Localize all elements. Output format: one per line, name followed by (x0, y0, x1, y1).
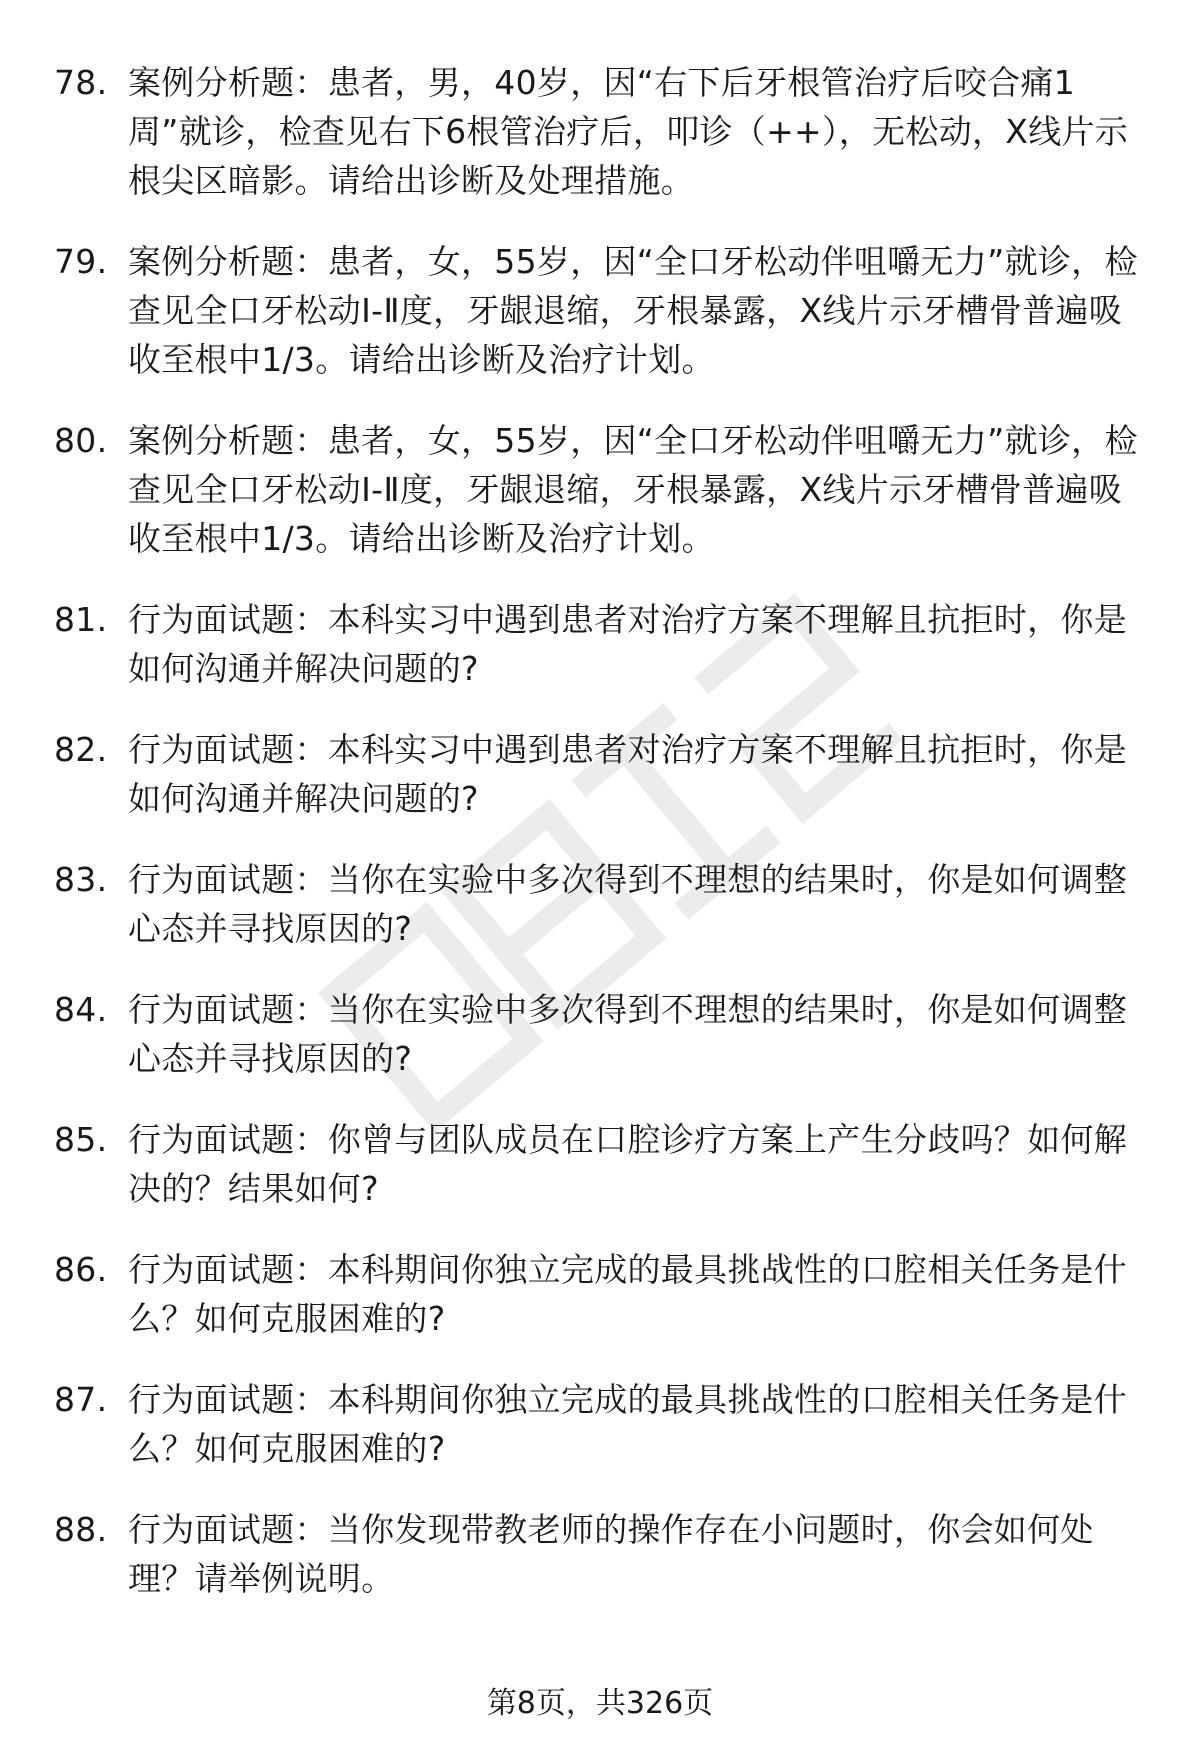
question-text: 行为面试题：当你发现带教老师的操作存在小问题时，你会如何处理？请举例说明。 (128, 1510, 1094, 1598)
list-item (54, 985, 1154, 1083)
question-number: 79. (54, 242, 108, 281)
question-number: 87. (54, 1380, 108, 1419)
list-item (54, 855, 1154, 953)
list-item (54, 1505, 1154, 1603)
list-item (54, 595, 1154, 693)
question-text: 行为面试题：本科实习中遇到患者对治疗方案不理解且抗拒时，你是如何沟通并解决问题的? (128, 600, 1127, 688)
list-item (54, 58, 1154, 205)
list-item (54, 237, 1154, 384)
question-text: 行为面试题：本科实习中遇到患者对治疗方案不理解且抗拒时，你是如何沟通并解决问题的? (128, 730, 1127, 818)
question-text: 案例分析题：患者，女，55岁，因“全口牙松动伴咀嚼无力”就诊，检查见全口牙松动Ⅰ-Ⅱ度，牙龈退缩，牙根暴露，X线片示牙槽骨普遍吸收至根中1/3。请给出诊断及治疗计划。 (128, 421, 1138, 558)
question-number: 85. (54, 1120, 108, 1159)
question-number: 81. (54, 600, 108, 639)
question-text: 行为面试题：本科期间你独立完成的最具挑战性的口腔相关任务是什么？如何克服困难的? (128, 1380, 1127, 1468)
question-number: 84. (54, 990, 108, 1029)
question-text: 案例分析题：患者，女，55岁，因“全口牙松动伴咀嚼无力”就诊，检查见全口牙松动Ⅰ-Ⅱ度，牙龈退缩，牙根暴露，X线片示牙槽骨普遍吸收至根中1/3。请给出诊断及治疗计划。 (128, 242, 1138, 379)
list-item (54, 725, 1154, 823)
question-text: 行为面试题：本科期间你独立完成的最具挑战性的口腔相关任务是什么？如何克服困难的? (128, 1250, 1127, 1338)
list-item (54, 1245, 1154, 1343)
question-number: 86. (54, 1250, 108, 1289)
question-text: 行为面试题：当你在实验中多次得到不理想的结果时，你是如何调整心态并寻找原因的? (128, 990, 1127, 1078)
page-number: 第8页，共326页 (486, 1686, 714, 1721)
question-text: 行为面试题：当你在实验中多次得到不理想的结果时，你是如何调整心态并寻找原因的? (128, 860, 1127, 948)
question-text: 案例分析题：患者，男，40岁，因“右下后牙根管治疗后咬合痛1周”就诊，检查见右下6根管治疗后，叩诊（++），无松动，X线片示根尖区暗影。请给出诊断及处理措施。 (128, 63, 1129, 200)
list-item (54, 416, 1154, 563)
question-list (54, 58, 1154, 1635)
question-text: 行为面试题：你曾与团队成员在口腔诊疗方案上产生分歧吗？如何解决的？结果如何? (128, 1120, 1127, 1208)
question-number: 80. (54, 421, 108, 460)
question-number: 83. (54, 860, 108, 899)
question-number: 88. (54, 1510, 108, 1549)
list-item (54, 1115, 1154, 1213)
question-number: 82. (54, 730, 108, 769)
question-number: 78. (54, 63, 108, 102)
list-item (54, 1375, 1154, 1473)
